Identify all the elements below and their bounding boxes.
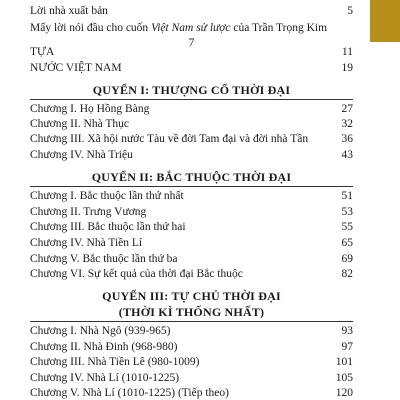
entry-title: Chương I. Nhà Ngô (939-965) bbox=[30, 325, 171, 337]
toc-entry bbox=[30, 252, 353, 266]
entry-title: Mấy lời nói đầu cho cuốn Việt Nam sử lược của Trần Trọng Kim bbox=[30, 22, 328, 34]
toc-entry bbox=[30, 371, 353, 385]
entry-page: 65 bbox=[341, 237, 353, 249]
entry-title: Chương VI. Sự kết quả của thời đại Bắc thuộc bbox=[30, 268, 243, 280]
entry-page: 69 bbox=[341, 253, 353, 265]
toc-entry bbox=[30, 61, 353, 75]
entry-page: 53 bbox=[341, 206, 353, 218]
toc-entry bbox=[30, 117, 353, 131]
entry-title: TỰA bbox=[30, 46, 55, 58]
toc-entry bbox=[30, 21, 353, 35]
entry-title: Chương III. Bắc thuộc lần thứ hai bbox=[30, 221, 186, 233]
toc-entry bbox=[30, 355, 353, 369]
toc-entry bbox=[30, 205, 353, 219]
divider bbox=[30, 186, 353, 187]
toc-entry bbox=[30, 45, 353, 59]
toc-entry bbox=[30, 102, 353, 116]
book-heading: QUYỂN III: TỰ CHỦ THỜI ĐẠI bbox=[102, 289, 281, 303]
page-edge bbox=[370, 42, 400, 400]
entry-page: 11 bbox=[341, 46, 353, 58]
entry-page: 55 bbox=[341, 221, 353, 233]
divider bbox=[30, 321, 353, 322]
toc-entry bbox=[30, 189, 353, 203]
entry-page: 82 bbox=[341, 268, 353, 280]
entry-page: 32 bbox=[341, 118, 353, 130]
entry-page: 51 bbox=[341, 190, 353, 202]
entry-title: Lời nhà xuất bản bbox=[30, 5, 108, 17]
entry-page: 97 bbox=[341, 341, 353, 353]
entry-page: 105 bbox=[335, 372, 353, 384]
entry-page: 19 bbox=[341, 62, 353, 74]
entry-page: 5 bbox=[347, 5, 353, 17]
entry-title: Chương IV. Nhà Triệu bbox=[30, 149, 133, 161]
toc-entry bbox=[30, 386, 353, 400]
book-heading: QUYỂN II: BẮC THUỘC THỜI ĐẠI bbox=[91, 170, 292, 184]
book-title-italic: Việt Nam sử lược bbox=[151, 22, 231, 34]
entry-title: Chương III. Xã hội nước Tàu về đời Tam đại và đời nhà Tần bbox=[30, 133, 309, 145]
entry-title: Chương V. Nhà Lí (1010-1225) (Tiếp theo) bbox=[30, 387, 229, 399]
entry-title: Chương II. Nhà Thục bbox=[30, 118, 129, 130]
toc-entry bbox=[30, 340, 353, 354]
entry-title: Chương II. Trưng Vương bbox=[30, 206, 147, 218]
toc-entry bbox=[30, 267, 353, 281]
toc-entry bbox=[30, 324, 353, 338]
entry-title: Chương I. Bắc thuộc lần thứ nhất bbox=[30, 190, 184, 202]
toc-entry bbox=[30, 236, 353, 250]
book-subheading: (THỜI KÌ THỐNG NHẤT) bbox=[118, 305, 265, 319]
entry-title: Chương II. Nhà Đinh (968-980) bbox=[30, 341, 178, 353]
toc-entry bbox=[30, 4, 353, 18]
entry-title: Chương IV. Nhà Tiền Lí bbox=[30, 237, 143, 249]
entry-title: Chương V. Bắc thuộc lần thứ ba bbox=[30, 253, 178, 265]
toc-entry bbox=[30, 132, 353, 146]
entry-page: 101 bbox=[335, 356, 353, 368]
toc-entry bbox=[30, 148, 353, 162]
entry-page: 36 bbox=[341, 133, 353, 145]
entry-page: 120 bbox=[335, 387, 353, 399]
accent-edge-strip bbox=[370, 0, 400, 42]
book-heading: QUYỂN I: THƯỢNG CỔ THỜI ĐẠI bbox=[92, 83, 291, 97]
divider bbox=[30, 99, 353, 100]
entry-title: Chương IV. Nhà Lí (1010-1225) bbox=[30, 372, 180, 384]
entry-page: 43 bbox=[341, 149, 353, 161]
entry-title: NƯỚC VIỆT NAM bbox=[30, 62, 122, 74]
entry-title: Chương I. Họ Hồng Bàng bbox=[30, 103, 150, 115]
entry-page: 93 bbox=[341, 325, 353, 337]
toc-entry bbox=[30, 220, 353, 234]
entry-page: 7 bbox=[188, 37, 195, 49]
entry-title: Chương III. Nhà Tiền Lê (980-1009) bbox=[30, 356, 200, 368]
entry-page: 27 bbox=[341, 103, 353, 115]
